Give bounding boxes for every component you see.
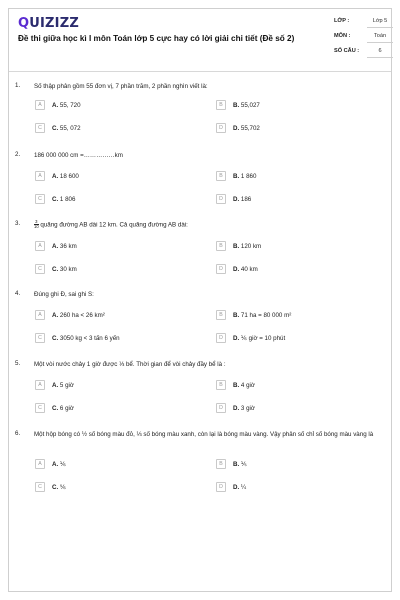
- option-letter-box: B: [216, 171, 226, 181]
- option-letter-box: C: [35, 333, 45, 343]
- option-letter-box: D: [216, 264, 226, 274]
- option-letter-box: C: [35, 123, 45, 133]
- meta-subject-value: Toán: [373, 33, 387, 39]
- option-letter-box: A: [35, 171, 45, 181]
- option-letter-box: B: [216, 241, 226, 251]
- question-text: Số thập phân gồm 55 đơn vị, 7 phần trăm, 2 phần nghìn viết là:: [34, 83, 208, 90]
- option-letter-box: D: [216, 403, 226, 413]
- option-letter-box: A: [35, 459, 45, 469]
- question-number: 6.: [15, 430, 21, 437]
- quizizz-logo: QUIZIZZ: [18, 16, 79, 31]
- meta-class-value: Lớp 5: [372, 18, 388, 24]
- option-letter-box: B: [216, 459, 226, 469]
- option-letter-box: D: [216, 482, 226, 492]
- question-number: 1.: [15, 82, 21, 89]
- question-number: 5.: [15, 360, 21, 367]
- header-divider: [9, 71, 391, 72]
- option-letter-box: A: [35, 241, 45, 251]
- question-text: $\frac{3}{10}$ quãng đường AB dài 12 km. Cả quãng đường AB dài:: [34, 219, 188, 230]
- worksheet-page: QUIZIZZ Đề thi giữa học kì I môn Toán lớp 5 cực hay có lời giải chi tiết (Đề số 2) LỚP : Lớp 5 MÔN : Toán SỐ CÂU : 6 1. Số thập phân gồm 55 đơn vị, 7 phần trăm, 2 phần nghìn viết là: A A. 55, 720 B B. 55,027 C C. 55, 072 D D. 55,702 2. 186 000 000 cm =……………km A A. 18 600 B B. 1 860 C C. 1 806 D D. 186 3. $\frac{3}{10}$ quãng đường AB dài 12 km. Cả quãng đường AB dài: A A. 36 km B B. 120 km C C. 30 km D D. 40 km 4. Đúng ghi Đ, sai ghi S: A A. 260 ha < 26 km² B B. 71 ha = 80 000 m² C C. 3050 kg < 3 tấn 6 yến D D. ⅙ giờ = 10 phút 5. Một vòi nước chảy 1 giờ được ⅓ bể. Thời gian để vòi chảy đầy bể là : A A. 5 giờ B B. 4 giờ C C. 6 giờ D D. 3 giờ 6. Một hộp bóng có ½ số bóng màu đỏ, ⅓ số bóng màu xanh, còn lại là bóng màu vàng. Vậy phân số chỉ số bóng màu vàng là A A. ⅙ B B. ⅕ C C. ⅚ D D. ¼: [8, 8, 392, 592]
- option-letter-box: B: [216, 100, 226, 110]
- fraction: $\frac{3}{10}$: [34, 219, 39, 230]
- option-letter-box: D: [216, 123, 226, 133]
- option-letter-box: A: [35, 310, 45, 320]
- option-letter-box: C: [35, 482, 45, 492]
- question-text: Một hộp bóng có ½ số bóng màu đỏ, ⅓ số bóng màu xanh, còn lại là bóng màu vàng. Vậy phân số chỉ số bóng màu vàng là: [34, 431, 374, 438]
- question-number: 3.: [15, 220, 21, 227]
- option-letter-box: D: [216, 194, 226, 204]
- meta-count-label: SỐ CÂU :: [334, 48, 360, 54]
- meta-count-underline: [367, 57, 393, 58]
- meta-class-underline: [367, 27, 393, 28]
- question-text: Đúng ghi Đ, sai ghi S:: [34, 291, 94, 298]
- question-text: Một vòi nước chảy 1 giờ được ⅓ bể. Thời gian để vòi chảy đầy bể là :: [34, 361, 226, 368]
- option-letter-box: B: [216, 310, 226, 320]
- exam-title: Đề thi giữa học kì I môn Toán lớp 5 cực hay có lời giải chi tiết (Đề số 2): [18, 34, 295, 43]
- meta-class-label: LỚP :: [334, 18, 350, 24]
- question-text: 186 000 000 cm =……………km: [34, 152, 123, 159]
- option-letter-box: D: [216, 333, 226, 343]
- meta-subject-underline: [367, 42, 393, 43]
- option-letter-box: C: [35, 403, 45, 413]
- meta-subject-label: MÔN :: [334, 33, 351, 39]
- option-letter-box: A: [35, 380, 45, 390]
- option-letter-box: B: [216, 380, 226, 390]
- worksheet-header: [9, 9, 391, 67]
- meta-count-value: 6: [378, 48, 382, 54]
- option-letter-box: C: [35, 194, 45, 204]
- question-number: 4.: [15, 290, 21, 297]
- question-number: 2.: [15, 151, 21, 158]
- option-letter-box: C: [35, 264, 45, 274]
- option-letter-box: A: [35, 100, 45, 110]
